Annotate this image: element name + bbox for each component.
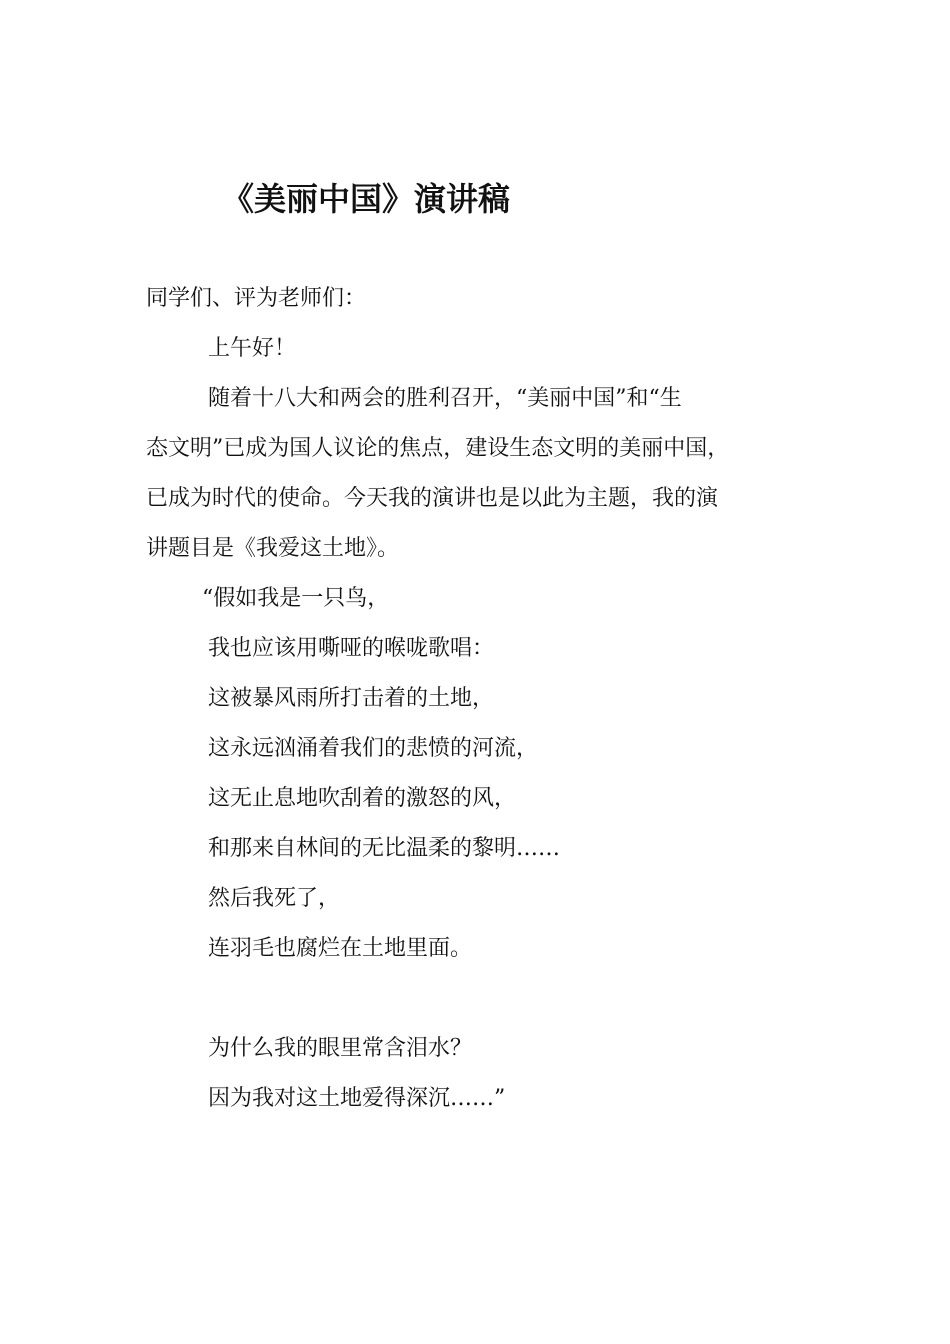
poem-line: 为什么我的眼里常含泪水？: [208, 1036, 473, 1061]
paragraph-line: 态文明”已成为国人议论的焦点，建设生态文明的美丽中国，: [146, 436, 730, 461]
greeting: 上午好！: [208, 336, 297, 361]
poem-line: 我也应该用嘶哑的喉咙歌唱：: [208, 636, 495, 661]
salutation: 同学们、评为老师们：: [146, 286, 367, 311]
paragraph-line: 讲题目是《我爱这土地》。: [146, 536, 400, 561]
poem-line: “假如我是一只鸟，: [202, 586, 390, 611]
poem-line: 这无止息地吹刮着的激怒的风，: [208, 786, 517, 811]
document-title: 《美丽中国》演讲稿: [222, 180, 511, 218]
poem-line: 这被暴风雨所打击着的土地，: [208, 686, 495, 711]
poem-line: 和那来自林间的无比温柔的黎明……: [208, 836, 561, 861]
stanza-break: [146, 974, 826, 1024]
poem-line: 连羽毛也腐烂在土地里面。: [208, 936, 473, 961]
poem-line: 因为我对这土地爱得深沉……”: [208, 1086, 506, 1111]
poem-line: 然后我死了，: [208, 886, 341, 911]
paragraph-line: 随着十八大和两会的胜利召开，“美丽中国”和“生: [208, 386, 682, 411]
paragraph-line: 已成为时代的使命。今天我的演讲也是以此为主题，我的演: [146, 486, 719, 511]
poem-line: 这永远汹涌着我们的悲愤的河流，: [208, 736, 539, 761]
document-body: [146, 274, 826, 1124]
